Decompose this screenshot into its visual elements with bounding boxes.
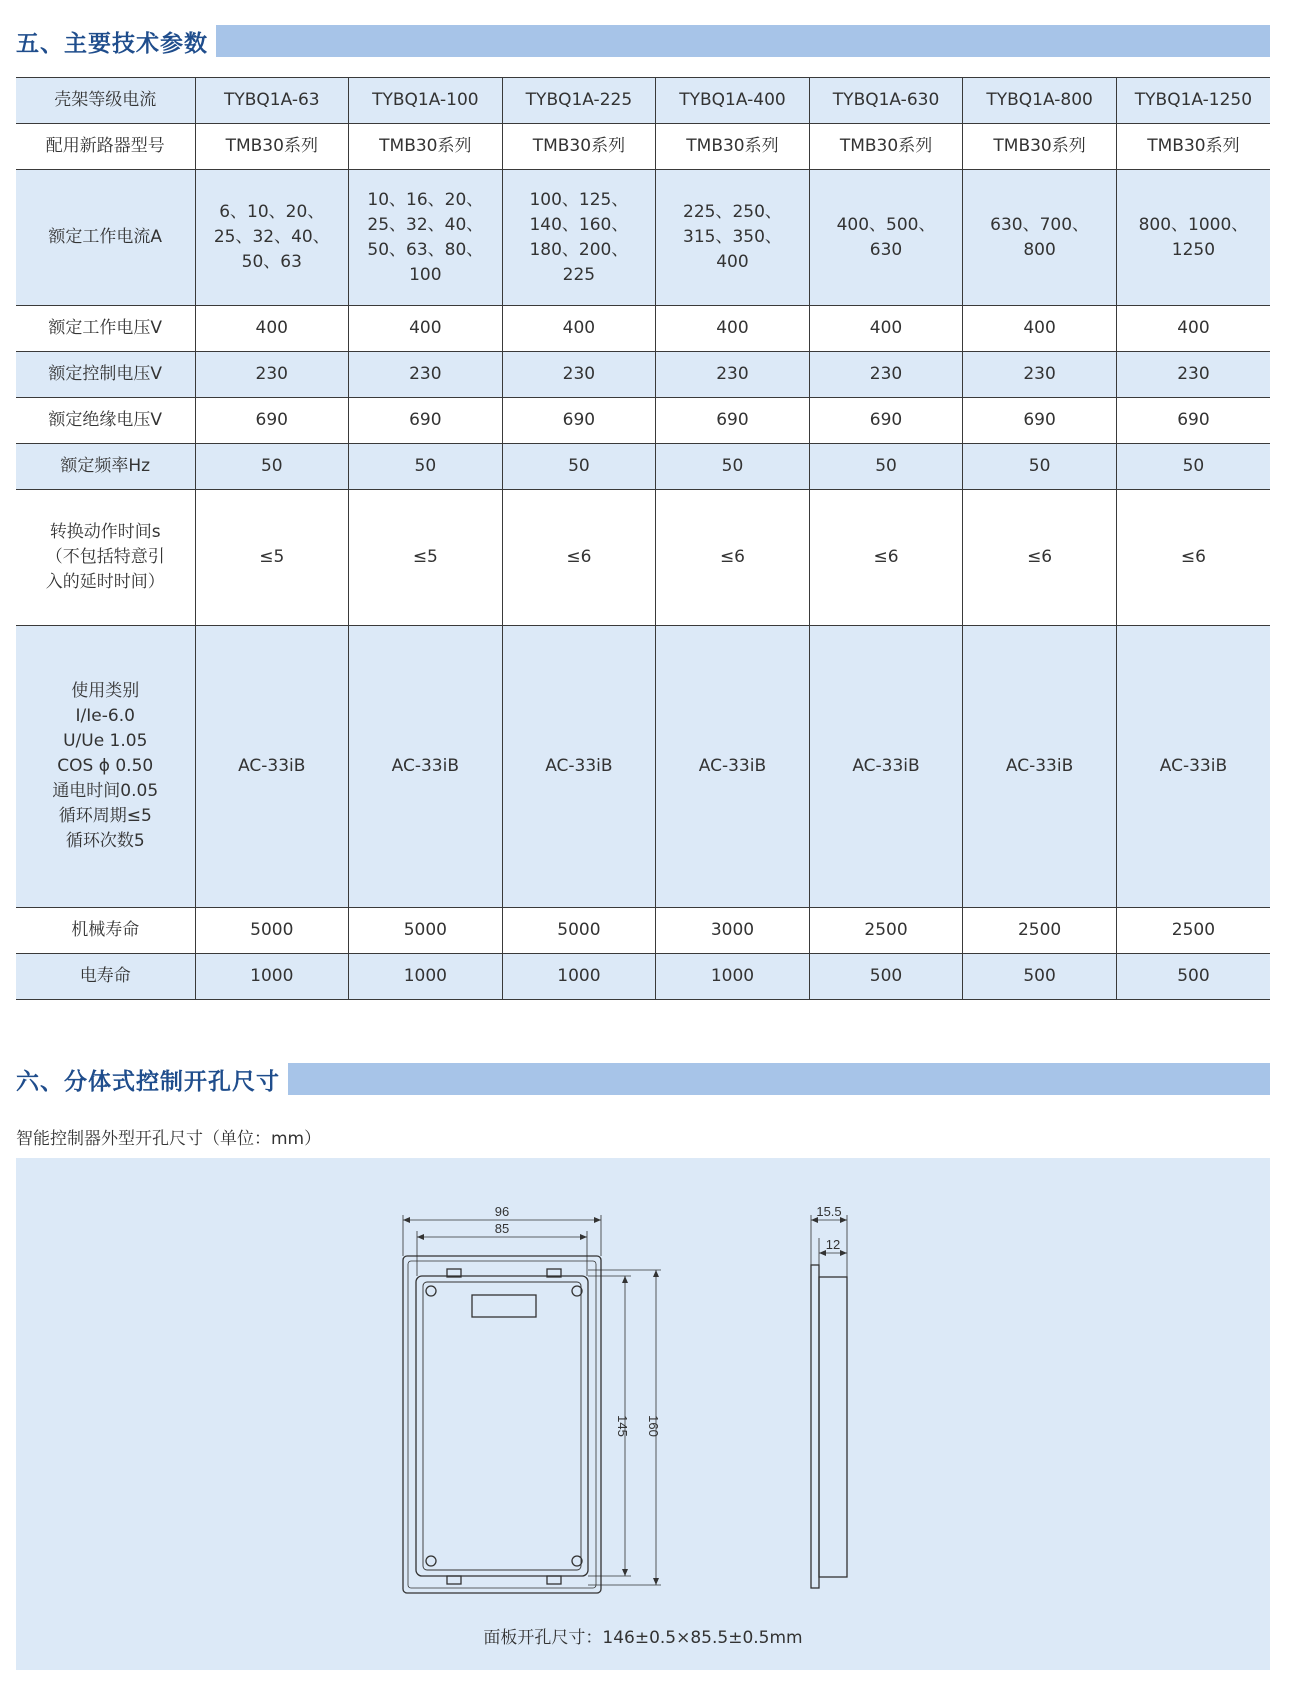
cell-text: 400: [562, 318, 596, 338]
table-row: [16, 908, 1270, 954]
table-cell: [502, 352, 656, 398]
section6-bar: [288, 1063, 1270, 1095]
cell-text: 400: [409, 318, 442, 338]
cell-text: 630、700、: [990, 214, 1090, 235]
table-row: [16, 626, 1270, 908]
cell-text: ≤6: [1180, 547, 1206, 567]
cell-text: 180、200、: [529, 239, 629, 260]
cell-text: TYBQ1A-1250: [1134, 90, 1253, 110]
cell-text: 1000: [557, 966, 601, 986]
cell-text: 额定控制电压V: [48, 364, 163, 384]
cell-text: 5000: [250, 920, 294, 940]
cell-text: 225: [562, 264, 596, 285]
dim-160: 160: [646, 1415, 661, 1437]
table-cell: [195, 78, 349, 124]
row-label: [16, 306, 195, 352]
table-cell: [963, 170, 1117, 306]
table-cell: [656, 306, 810, 352]
cell-text: ≤6: [1027, 547, 1053, 567]
cell-text: 400: [716, 318, 749, 338]
table-cell: [349, 352, 503, 398]
table-cell: [656, 398, 810, 444]
table-cell: [963, 908, 1117, 954]
table-cell: [195, 954, 349, 1000]
cell-text: 1250: [1171, 239, 1216, 260]
table-cell: [502, 626, 656, 908]
table-cell: [195, 908, 349, 954]
row-label: [16, 78, 195, 124]
table-row: [16, 954, 1270, 1000]
cell-text: 5000: [403, 920, 447, 940]
table-cell: [1116, 124, 1270, 170]
cell-text: 500: [869, 966, 903, 986]
table-cell: [195, 490, 349, 626]
cell-text: 140、160、: [529, 214, 629, 235]
row-label: [16, 908, 195, 954]
table-cell: [349, 444, 503, 490]
cell-text: 使用类别: [71, 681, 140, 701]
cutout-note: 智能控制器外型开孔尺寸（单位：mm）: [16, 1129, 322, 1149]
cell-text: TMB30系列: [379, 136, 472, 156]
table-cell: [195, 352, 349, 398]
cell-text: TYBQ1A-100: [372, 90, 479, 110]
table-cell: [349, 78, 503, 124]
cell-text: 690: [716, 410, 749, 430]
row-label: [16, 124, 195, 170]
table-row: [16, 352, 1270, 398]
cell-text: 额定频率Hz: [60, 456, 151, 476]
table-cell: [656, 908, 810, 954]
table-cell: [809, 170, 963, 306]
table-row: [16, 124, 1270, 170]
cell-text: TYBQ1A-63: [223, 90, 320, 110]
table-row: [16, 444, 1270, 490]
cell-text: 50: [721, 456, 744, 476]
table-cell: [963, 306, 1117, 352]
table-cell: [656, 626, 810, 908]
table-cell: [656, 490, 810, 626]
cell-text: 25、32、40、: [213, 227, 330, 247]
cell-text: AC-33iB: [238, 756, 306, 776]
table-cell: [963, 352, 1117, 398]
cell-text: 25、32、40、: [367, 214, 484, 235]
table-cell: [809, 306, 963, 352]
cell-text: 230: [1023, 364, 1056, 384]
table-cell: [963, 398, 1117, 444]
table-cell: [1116, 78, 1270, 124]
section5-title: 五、主要技术参数: [16, 25, 216, 58]
controller-drawing: [16, 1158, 1270, 1670]
cell-text: ≤6: [719, 547, 745, 567]
table-cell: [502, 398, 656, 444]
row-label: [16, 170, 195, 306]
table-cell: [349, 170, 503, 306]
table-cell: [349, 954, 503, 1000]
table-cell: [656, 170, 810, 306]
table-cell: [1116, 626, 1270, 908]
table-cell: [809, 626, 963, 908]
cell-text: 10、16、20、: [367, 189, 484, 210]
cell-text: 机械寿命: [71, 920, 140, 940]
cell-text: 800: [1023, 239, 1056, 260]
cell-text: 230: [869, 364, 903, 384]
table-cell: [349, 124, 503, 170]
table-cell: [195, 444, 349, 490]
cell-text: 230: [1177, 364, 1210, 384]
table-cell: [809, 352, 963, 398]
cell-text: 400: [869, 318, 903, 338]
table-cell: [809, 954, 963, 1000]
cell-text: 2500: [864, 920, 908, 940]
spec-table: [16, 77, 1270, 1000]
table-row: [16, 306, 1270, 352]
cell-text: 入的延时时间）: [45, 572, 165, 592]
cell-text: 50、63: [241, 252, 302, 272]
cell-text: 额定工作电压V: [48, 318, 163, 338]
table-cell: [502, 908, 656, 954]
cell-text: 690: [409, 410, 442, 430]
cell-text: AC-33iB: [391, 756, 460, 776]
cell-text: 400: [716, 252, 749, 272]
table-cell: [1116, 170, 1270, 306]
table-cell: [656, 352, 810, 398]
cell-text: AC-33iB: [545, 756, 613, 776]
table-cell: [809, 78, 963, 124]
cell-text: ≤6: [566, 547, 592, 567]
cell-text: 额定工作电流A: [48, 227, 163, 247]
table-row: [16, 490, 1270, 626]
cell-text: TMB30系列: [1147, 136, 1240, 156]
cell-text: TMB30系列: [532, 136, 626, 156]
cell-text: 225、250、: [683, 202, 782, 222]
cell-text: 100、125、: [529, 189, 629, 210]
table-cell: [195, 170, 349, 306]
cell-text: 630: [869, 239, 903, 260]
section5-bar: [216, 25, 1270, 57]
table-cell: [656, 78, 810, 124]
cell-text: 50: [568, 456, 590, 476]
table-cell: [349, 306, 503, 352]
cell-text: 500: [1023, 966, 1056, 986]
table-cell: [502, 954, 656, 1000]
cell-text: TYBQ1A-800: [986, 90, 1093, 110]
cell-text: 2500: [1017, 920, 1062, 940]
cell-text: ≤6: [873, 547, 899, 567]
section5-header: [16, 24, 1270, 58]
display-window: [472, 1295, 536, 1317]
table-cell: [1116, 490, 1270, 626]
section6-header: [16, 1062, 1270, 1096]
cell-text: 690: [869, 410, 903, 430]
table-cell: [809, 908, 963, 954]
table-cell: [809, 444, 963, 490]
cell-text: 230: [562, 364, 596, 384]
table-cell: [349, 626, 503, 908]
cell-text: TMB30系列: [993, 136, 1086, 156]
table-cell: [809, 398, 963, 444]
table-cell: [502, 170, 656, 306]
table-cell: [349, 490, 503, 626]
cell-text: 315、350、: [683, 227, 782, 247]
table-cell: [502, 306, 656, 352]
cell-text: TYBQ1A-630: [832, 90, 940, 110]
cell-text: 230: [716, 364, 749, 384]
cell-text: AC-33iB: [1159, 756, 1228, 776]
table-cell: [656, 124, 810, 170]
dim-15-5: 15.5: [816, 1204, 842, 1219]
table-cell: [195, 626, 349, 908]
row-label: [16, 444, 195, 490]
table-cell: [349, 398, 503, 444]
dim-145: 145: [615, 1415, 630, 1437]
cell-text: 690: [1023, 410, 1056, 430]
cell-text: AC-33iB: [698, 756, 767, 776]
cell-text: TMB30系列: [839, 136, 933, 156]
cell-text: AC-33iB: [852, 756, 920, 776]
table-cell: [963, 124, 1117, 170]
cutout-diagram: [16, 1158, 1270, 1670]
table-cell: [502, 444, 656, 490]
cell-text: 循环周期≤5: [58, 806, 152, 826]
cell-text: 400、500、: [836, 214, 936, 235]
cell-text: 690: [562, 410, 596, 430]
cell-text: ≤5: [259, 547, 285, 567]
table-cell: [1116, 398, 1270, 444]
cell-text: 400: [1023, 318, 1056, 338]
cell-text: 2500: [1171, 920, 1216, 940]
table-cell: [195, 398, 349, 444]
cell-text: 壳架等级电流: [54, 90, 157, 110]
cell-text: TYBQ1A-225: [525, 90, 633, 110]
cell-text: AC-33iB: [1005, 756, 1074, 776]
cell-text: 3000: [710, 920, 755, 940]
table-cell: [1116, 908, 1270, 954]
table-row: [16, 78, 1270, 124]
row-label: [16, 490, 195, 626]
cell-text: TMB30系列: [686, 136, 779, 156]
cell-text: 电寿命: [79, 966, 131, 986]
cell-text: 100: [409, 264, 442, 285]
table-cell: [1116, 444, 1270, 490]
panel-outer: [403, 1256, 601, 1593]
cell-text: 690: [255, 410, 288, 430]
table-cell: [963, 490, 1117, 626]
table-cell: [502, 78, 656, 124]
cell-text: 230: [409, 364, 442, 384]
cell-text: TMB30系列: [225, 136, 318, 156]
cell-text: 690: [1177, 410, 1210, 430]
table-cell: [656, 444, 810, 490]
cell-text: 通电时间0.05: [52, 781, 159, 801]
cell-text: 50: [1182, 456, 1205, 476]
cell-text: ≤5: [412, 547, 438, 567]
cell-text: 50: [414, 456, 437, 476]
table-cell: [963, 626, 1117, 908]
cell-text: U/Ue 1.05: [63, 731, 148, 751]
table-cell: [502, 490, 656, 626]
cell-text: 50: [875, 456, 897, 476]
row-label: [16, 352, 195, 398]
cell-text: 5000: [557, 920, 601, 940]
cell-text: 230: [255, 364, 288, 384]
cell-text: 6、10、20、: [219, 202, 325, 222]
panel-inner: [416, 1276, 588, 1576]
cell-text: I/Ie-6.0: [75, 706, 135, 726]
cell-text: TYBQ1A-400: [679, 90, 786, 110]
table-cell: [656, 954, 810, 1000]
table-cell: [963, 954, 1117, 1000]
table-cell: [349, 908, 503, 954]
section6-title: 六、分体式控制开孔尺寸: [16, 1063, 288, 1096]
cell-text: 额定绝缘电压V: [48, 410, 163, 430]
dim-12: 12: [825, 1237, 841, 1252]
table-cell: [502, 124, 656, 170]
cell-text: 500: [1177, 966, 1210, 986]
table-row: [16, 398, 1270, 444]
table-cell: [809, 490, 963, 626]
cell-text: 1000: [250, 966, 294, 986]
cell-text: 50、63、80、: [367, 239, 484, 260]
cell-text: 配用新路器型号: [45, 136, 165, 156]
cell-text: 1000: [710, 966, 755, 986]
table-cell: [963, 78, 1117, 124]
cell-text: 循环次数5: [65, 831, 145, 851]
table-row: [16, 170, 1270, 306]
cell-text: 400: [255, 318, 288, 338]
table-cell: [809, 124, 963, 170]
row-label: [16, 626, 195, 908]
cell-text: 400: [1177, 318, 1210, 338]
table-cell: [1116, 954, 1270, 1000]
table-cell: [1116, 352, 1270, 398]
dim-85: 85: [494, 1221, 510, 1236]
cell-text: （不包括特意引: [45, 547, 165, 567]
cutout-caption: 面板开孔尺寸：146±0.5×85.5±0.5mm: [483, 1628, 803, 1648]
dim-96: 96: [494, 1204, 510, 1219]
table-cell: [195, 306, 349, 352]
cell-text: 50: [260, 456, 283, 476]
row-label: [16, 398, 195, 444]
table-cell: [963, 444, 1117, 490]
table-cell: [195, 124, 349, 170]
cell-text: 50: [1028, 456, 1051, 476]
cell-text: COS ϕ 0.50: [57, 756, 154, 776]
table-cell: [1116, 306, 1270, 352]
side-view: [811, 1265, 819, 1588]
cell-text: 转换动作时间s: [49, 522, 161, 542]
cell-text: 800、1000、: [1138, 214, 1249, 235]
cell-text: 1000: [403, 966, 447, 986]
row-label: [16, 954, 195, 1000]
